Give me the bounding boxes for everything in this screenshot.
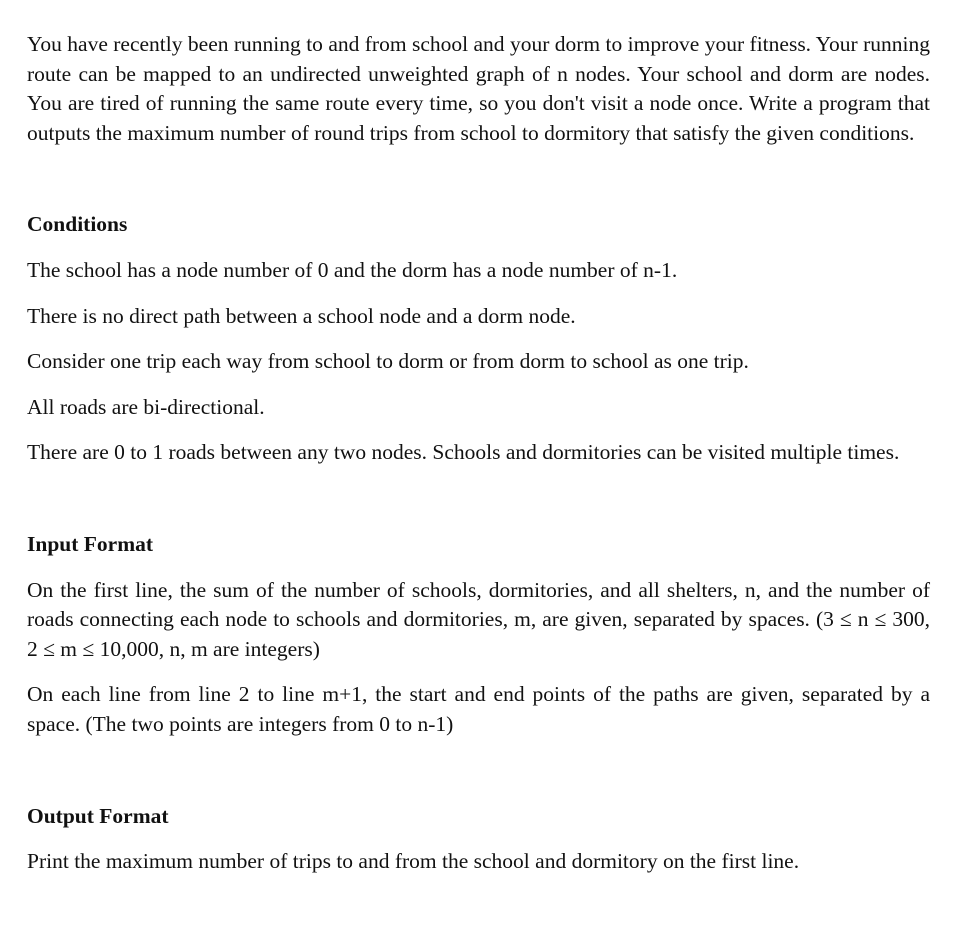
intro-paragraph: You have recently been running to and from school and your dorm to improve your fitness. Your running route can be mapped to an undirected unweighted graph of n nodes. Your school and dorm are nodes. You are tired of running the same route every time, so you don't visit a node once. Write a program that outputs the maximum number of round trips from school to dormitory that satisfy the given conditions. [27, 32, 930, 145]
output-format-heading: Output Format [27, 803, 169, 828]
condition-item: There is no direct path between a school node and a dorm node. [27, 303, 576, 328]
input-format-paragraph: On each line from line 2 to line m+1, the start and end points of the paths are given, separated by a space. (The two points are integers from 0 to n-1) [27, 682, 930, 736]
condition-item: There are 0 to 1 roads between any two nodes. Schools and dormitories can be visited multiple times. [27, 440, 900, 465]
output-format-paragraph: Print the maximum number of trips to and from the school and dormitory on the first line. [27, 849, 800, 874]
input-format-paragraph: On the first line, the sum of the number of schools, dormitories, and all shelters, n, and the number of roads connecting each node to schools and dormitories, m, are given, separated by spaces. (3 ≤ n ≤ 300, 2 ≤ m ≤ 10,000, n, m are integers) [27, 577, 930, 661]
condition-item: All roads are bi-directional. [27, 394, 265, 419]
conditions-heading: Conditions [27, 212, 128, 237]
condition-item: Consider one trip each way from school to dorm or from dorm to school as one trip. [27, 349, 749, 374]
input-format-heading: Input Format [27, 531, 154, 556]
condition-item: The school has a node number of 0 and the dorm has a node number of n-1. [27, 257, 678, 282]
